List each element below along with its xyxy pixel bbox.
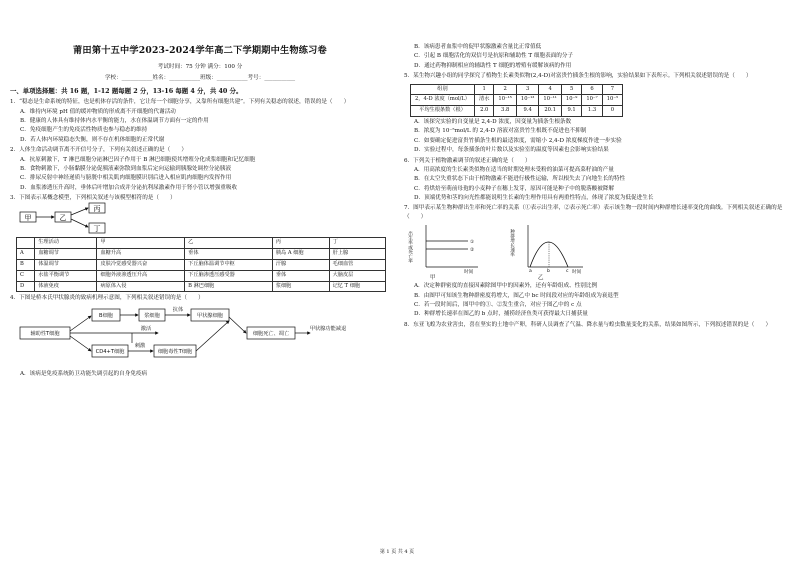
- table-row: [17, 249, 386, 260]
- option-a: A．抗原刺激下，T 淋巴细胞分泌淋巴因子作用于 B 淋巴细胞使其增殖分化成浆细胞和记忆细胞: [20, 156, 256, 163]
- question-stem: 7．图甲表示某生物种群出生率和死亡率的关系（①表示出生率，②表示死亡率）表示该生物一段时间内种群增长速率变化的曲线。下列相关叙述正确的是（ ）: [404, 205, 783, 220]
- label-activate: 激活: [140, 325, 152, 332]
- growth-curve: [530, 242, 568, 267]
- table-cell: B: [17, 260, 35, 271]
- table-cell: 0: [602, 106, 622, 117]
- label-cd4: CD4+T细胞: [95, 348, 125, 355]
- arrow: [71, 208, 88, 215]
- option-c: C．引起 B 细胞活化的双信号是抗原和辅助性 T 细胞表面的分子: [414, 53, 574, 60]
- option-a: A．决定种群密度的直接因素除图甲中的因素外，还有年龄组成、性别比例: [414, 283, 598, 290]
- table-cell: 大脑皮层: [329, 270, 385, 281]
- label-antibody: 抗体: [172, 306, 184, 313]
- option-d: D．通过药物抑制相应的辅助性 T 细胞的增殖有缓解该病的作用: [414, 62, 572, 69]
- table-cell: B 淋巴细胞: [185, 281, 273, 292]
- option-d: D．若人体内环境稳态失衡，则不存在机体细胞的正常代谢: [20, 136, 165, 143]
- label-stim: 刺激: [134, 342, 146, 349]
- label-yi: 乙: [59, 214, 67, 223]
- table-cell: 皮肤冷觉感受器兴奋: [97, 260, 185, 271]
- table-header-row: [411, 84, 623, 95]
- table-header-cell: 1: [475, 84, 494, 95]
- option-a: A．维持内环境 pH 值的缓冲物质的形成离不开细胞的代谢活动: [20, 108, 176, 115]
- table-header-cell: 3: [516, 84, 539, 95]
- table-cell: 下丘脑体温调节中枢: [185, 260, 273, 271]
- question-5: [404, 72, 784, 154]
- option-c: C．排尿反射中神经递质与膀胱中相关肌肉细胞膜识别后进入相应肌肉细胞内发挥作用: [20, 175, 232, 182]
- option-b: B．在太空失重状态下由于植物激素不能进行极性运输，所以根失去了向地生长的特性: [414, 176, 626, 183]
- question-stem: 4．下图是桥本氏甲状腺炎的致病机理示意图，下列相关叙述错误的是（ ）: [10, 295, 204, 302]
- question-4: [10, 294, 390, 378]
- label-thyroid: 甲状腺细胞: [197, 312, 223, 319]
- label-jia: 甲: [24, 214, 32, 223]
- table-cell: 10⁻¹¹: [539, 95, 562, 106]
- question-stem: 1．“稳态是生命系统的特征，也是机体存活的条件，它让每一个细胞分享，又靠所有细胞共建”。下列有关稳态的叙述，错误的是（ ）: [10, 99, 350, 106]
- table-row: [411, 95, 623, 106]
- question-stem: 6．下列关于植物激素调节的叙述正确的是（ ）: [404, 157, 531, 164]
- table-cell: 垂体: [185, 249, 273, 260]
- label-ctl: 细胞毒性T细胞: [157, 348, 193, 355]
- option-b: B．由图甲可知该生物种群密度将增大，图乙中 bc 时间段对应的年龄组成为衰退型: [414, 292, 619, 299]
- table-header-cell: 丁: [329, 238, 385, 249]
- table-cell: 垂体: [272, 270, 329, 281]
- concept-model-diagram: [10, 202, 130, 234]
- question-1: [10, 98, 390, 144]
- table-cell: 9.1: [561, 106, 581, 117]
- table-cell: 1.3: [582, 106, 602, 117]
- table-cell: 病原体入侵: [97, 281, 185, 292]
- table-cell: 下丘脑渗透压感受器: [185, 270, 273, 281]
- point-c: c: [566, 269, 569, 275]
- table-row: [411, 106, 623, 117]
- option-b: B．食物刺激下，小肠黏膜分泌促胰液素弥散到血浆后定向运输到胰腺处调控分泌胰液: [20, 165, 232, 172]
- table-cell: 汗腺: [272, 260, 329, 271]
- page-footer: 第 1 页 共 4 页: [379, 549, 415, 555]
- arrow: [70, 336, 91, 351]
- table-header-cell: 组别: [411, 84, 475, 95]
- table-cell: 毛细血管: [329, 260, 385, 271]
- population-graphs: [408, 221, 608, 281]
- table-header-cell: 甲: [97, 238, 185, 249]
- table-cell: 细胞外液渗透压升高: [97, 270, 185, 281]
- option-b: B．浓度为 10⁻⁵mol/L 的 2,4-D 溶液对富贵竹生根既不促进也不抑制: [414, 128, 587, 135]
- left-column: [10, 0, 390, 378]
- label-helper-t: 辅助性T细胞: [30, 330, 60, 337]
- question-2: [10, 146, 390, 192]
- table-cell: 血糖调节: [35, 249, 97, 260]
- table-header-cell: 6: [582, 84, 602, 95]
- arrow: [229, 317, 246, 333]
- caption-jia: 甲: [430, 275, 436, 282]
- table-header-cell: 5: [561, 84, 581, 95]
- option-c: C．若一段时间后，图甲中的①、②发生重合，对应于图乙中的 c 点: [414, 302, 582, 309]
- option-c: C．将烘焙至萌前母孢的小麦种子在穗上发芽，原因可能是种子中的脱落酸被降解: [414, 185, 615, 192]
- option-d: D．实验过程中，每条插条的叶片数以及实验室的温度等因素也会影响实验结果: [414, 147, 609, 154]
- ylabel-yi: 种群增长速率: [509, 229, 515, 257]
- page-title: 莆田第十五中学2023-2024学年高二下学期期中生物练习卷: [73, 45, 327, 56]
- table-cell: 2，4-D 浓度（mol/L）: [411, 95, 475, 106]
- table-cell: 肝上腺: [329, 249, 385, 260]
- table-header-cell: 丙: [272, 238, 329, 249]
- question-stem: 3．下图表示某概念模型，下列相关叙述与该模型相符的是（ ）: [10, 195, 176, 202]
- student-info: 学校：___________姓名：___________班级：___________考号：___________: [104, 75, 296, 82]
- table-header-cell: 乙: [185, 238, 273, 249]
- table-header-row: [17, 238, 386, 249]
- xlabel-jia: 时间: [464, 270, 474, 276]
- question-stem: 5．某生物兴趣小组的同学探究了植物生长素类似物(2,4-D)对富贵竹插条生根的影响，实验结果如下表所示。下列相关叙述错误的是（ ）: [404, 73, 752, 80]
- question-7: [404, 204, 784, 318]
- table-row: [17, 281, 386, 292]
- xlabel-yi: 时间: [572, 270, 582, 276]
- table-cell: 3.8: [494, 106, 517, 117]
- table-cell: 水盐平衡调节: [35, 270, 97, 281]
- section-heading: 一、单项选择题：共 16 题，1-12 题每题 2 分，13-16 每题 4 分，共 40 分。: [10, 86, 243, 95]
- table-cell: D: [17, 281, 35, 292]
- question-6: [404, 157, 784, 203]
- label-ding: 丁: [93, 225, 101, 234]
- label-death: 细胞死亡、凋亡: [252, 330, 290, 337]
- table-cell: 胰岛 A 细胞: [272, 249, 329, 260]
- table-cell: 10⁻¹³: [516, 95, 539, 106]
- label-bing: 丙: [93, 205, 101, 214]
- table-cell: 清水: [475, 95, 494, 106]
- table-cell: 体温调节: [35, 260, 97, 271]
- label-result: 甲状腺功能减退: [309, 325, 347, 332]
- option-b: B．健康的人体具有维持体内水平衡的能力，水在体温调节方面有一定的作用: [20, 117, 209, 124]
- table-cell: 记忆 T 细胞: [329, 281, 385, 292]
- option-c: C．免疫细胞产生的免疫活性物质也参与稳态的维持: [20, 127, 148, 134]
- option-d: D．种群增长速率在图乙的 b 点时，捕捞经济鱼类可获得最大日捕获量: [414, 311, 588, 318]
- table-cell: C: [17, 270, 35, 281]
- table-cell: 10⁻⁷: [582, 95, 602, 106]
- table-row: [17, 260, 386, 271]
- option-a: A．该病是免疫系统防卫功能失调引起的自身免疫病: [20, 370, 148, 377]
- option-a: A．用高浓度的生长素类似物在适当的时期处理未受粉的油菜可提高菜籽油的产量: [414, 166, 614, 173]
- table-cell: 10⁻⁹: [561, 95, 581, 106]
- option-a: A．该探究实验的自变量是 2,4-D 浓度，因变量为插条生根条数: [414, 118, 572, 125]
- table-cell: 血糖升高: [97, 249, 185, 260]
- question-3: [10, 194, 390, 292]
- table-header-cell: 生理活动: [35, 238, 97, 249]
- exam-meta: 考试时间：75 分钟 满分：100 分: [157, 63, 243, 70]
- option-b: B．该病患者血浆中的促甲状腺激素含量比正常值低: [414, 44, 542, 50]
- label-plasma: 浆细胞: [144, 312, 160, 319]
- question-3-table: [16, 237, 386, 292]
- table-header-cell: 4: [539, 84, 562, 95]
- table-row: [17, 270, 386, 281]
- ylabel-jia: 出生率或死亡率: [408, 231, 413, 264]
- option-d: D．血浆渗透压升高时，垂体后叶增加合成并分泌抗利尿激素作用于肾小管以增强重吸收: [20, 184, 238, 191]
- question-stem: 8．东亚飞蝗为农业害虫，喜在坚实的土地中产卵，科研人员调查了气温、降水量与蝗虫数量变化的关系，结果如图所示，下列叙述错误的是（ ）: [404, 321, 772, 328]
- right-column: [404, 42, 784, 329]
- arrow: [71, 219, 88, 227]
- hashimoto-mechanism-diagram: [18, 303, 348, 369]
- label-b-cell: B细胞: [99, 312, 113, 319]
- label-line2: ②: [470, 248, 475, 254]
- table-header-cell: [17, 238, 35, 249]
- point-a: a: [529, 269, 532, 275]
- caption-yi: 乙: [538, 275, 544, 282]
- option-c: C．如要确定促进富贵竹插条生根的最适浓度，需缩小 2,4-D 浓度梯度作进一步实验: [414, 137, 622, 144]
- table-cell: 体液免疫: [35, 281, 97, 292]
- question-stem: 2．人体生命活动调节离不开信号分子，下列有关叙述正确的是（ ）: [10, 147, 187, 154]
- table-cell: 10⁻⁵: [602, 95, 622, 106]
- option-d: D．顶端优势和茎的向光性都能说明生长素的生理作用具有两重性特点，体现了浓度为低促进生长: [414, 195, 654, 202]
- table-cell: 9.4: [516, 106, 539, 117]
- table-cell: 浆细胞: [272, 281, 329, 292]
- table-cell: A: [17, 249, 35, 260]
- arrow: [70, 316, 91, 331]
- table-cell: 10⁻¹⁵: [494, 95, 517, 106]
- table-cell: 20.1: [539, 106, 562, 117]
- table-header-cell: 2: [494, 84, 517, 95]
- question-8: [404, 321, 784, 329]
- question-5-table: [410, 84, 623, 117]
- table-cell: 平均生根条数（根）: [411, 106, 475, 117]
- table-cell: 2.0: [475, 106, 494, 117]
- arrow: [196, 321, 229, 351]
- table-header-cell: 7: [602, 84, 622, 95]
- point-b: b: [547, 269, 550, 275]
- label-line1: ①: [470, 240, 475, 246]
